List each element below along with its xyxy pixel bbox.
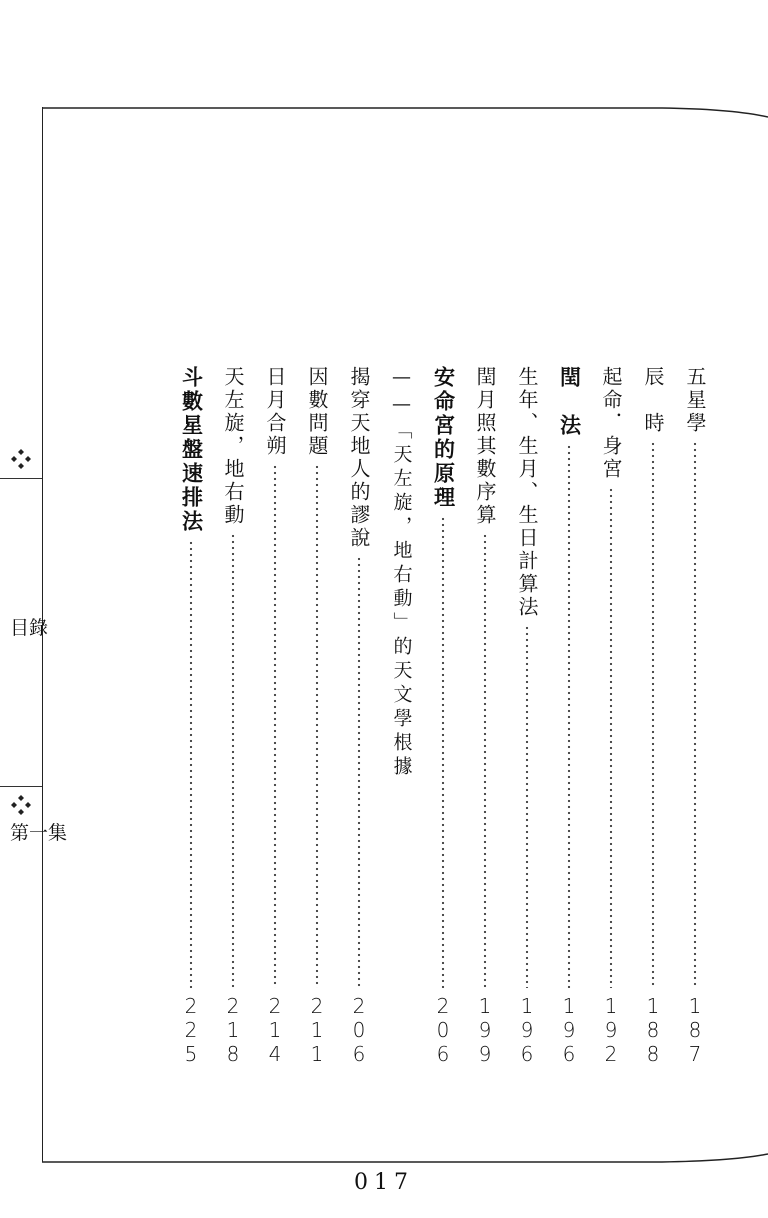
toc-entry[interactable] <box>380 366 422 1066</box>
toc-entry-page-number: 211 <box>305 994 329 1066</box>
toc-entry-page-number: 187 <box>683 994 707 1066</box>
toc-entry[interactable] <box>548 366 590 1066</box>
side-rule-upper <box>0 478 42 479</box>
dot-leader <box>315 464 319 988</box>
four-diamond-ornament-icon <box>9 793 33 817</box>
dot-leader <box>483 533 487 988</box>
table-of-contents <box>170 366 716 1066</box>
toc-entry-title: 天左旋，地右動 <box>221 366 245 527</box>
toc-entry-page-number: 206 <box>347 994 371 1066</box>
toc-entry[interactable] <box>338 366 380 1066</box>
dot-leader <box>525 625 529 988</box>
toc-entry-title: ——「天左旋，地右動」的天文學根據 <box>390 366 413 780</box>
toc-entry[interactable] <box>632 366 674 1066</box>
toc-entry[interactable] <box>674 366 716 1066</box>
dot-leader <box>609 487 613 988</box>
toc-entry[interactable] <box>464 366 506 1066</box>
toc-entry-title: 閏 法 <box>557 366 582 438</box>
toc-entry-page-number: 214 <box>263 994 287 1066</box>
bottom-rule <box>42 1145 768 1165</box>
toc-entry-page-number: 188 <box>641 994 665 1066</box>
toc-entry-page-number: 196 <box>557 994 581 1066</box>
toc-entry-title: 閏月照其數序算 <box>473 366 497 527</box>
toc-entry-title: 因數問題 <box>305 366 329 458</box>
toc-entry-page-number: 218 <box>221 994 245 1066</box>
dot-leader <box>441 516 445 988</box>
toc-entry[interactable] <box>422 366 464 1066</box>
volume-label: 第一集 <box>10 822 68 844</box>
toc-entry-title: 五星學 <box>683 366 707 435</box>
dot-leader <box>231 533 235 988</box>
page-number: 017 <box>354 1170 414 1195</box>
toc-entry[interactable] <box>590 366 632 1066</box>
toc-entry[interactable] <box>170 366 212 1066</box>
toc-entry[interactable] <box>506 366 548 1066</box>
dot-leader <box>567 444 571 988</box>
toc-entry-title: 揭穿天地人的謬說 <box>347 366 371 550</box>
side-rule-lower <box>0 786 42 787</box>
section-label: 目錄 <box>10 617 49 639</box>
toc-entry[interactable] <box>212 366 254 1066</box>
dot-leader <box>693 441 697 988</box>
toc-entry-title: 安命宮的原理 <box>431 366 456 510</box>
dot-leader <box>357 556 361 988</box>
toc-entry-page-number: 192 <box>599 994 623 1066</box>
four-diamond-ornament-icon <box>9 447 33 471</box>
toc-entry[interactable] <box>254 366 296 1066</box>
toc-entry-title: 生年、生月、生日計算法 <box>515 366 539 619</box>
dot-leader <box>189 540 193 988</box>
dot-leader <box>651 441 655 988</box>
toc-entry-title: 日月合朔 <box>263 366 287 458</box>
toc-entry-page-number: 199 <box>473 994 497 1066</box>
toc-entry-page-number: 225 <box>179 994 203 1066</box>
toc-entry-title: 斗數星盤速排法 <box>179 366 204 534</box>
toc-entry-title: 起命．身宮 <box>599 366 623 481</box>
toc-entry-page-number: 196 <box>515 994 539 1066</box>
top-rule <box>42 107 768 127</box>
toc-entry[interactable] <box>296 366 338 1066</box>
toc-entry-page-number: 206 <box>431 994 455 1066</box>
toc-entry-title: 辰 時 <box>641 366 665 435</box>
dot-leader <box>273 464 277 988</box>
